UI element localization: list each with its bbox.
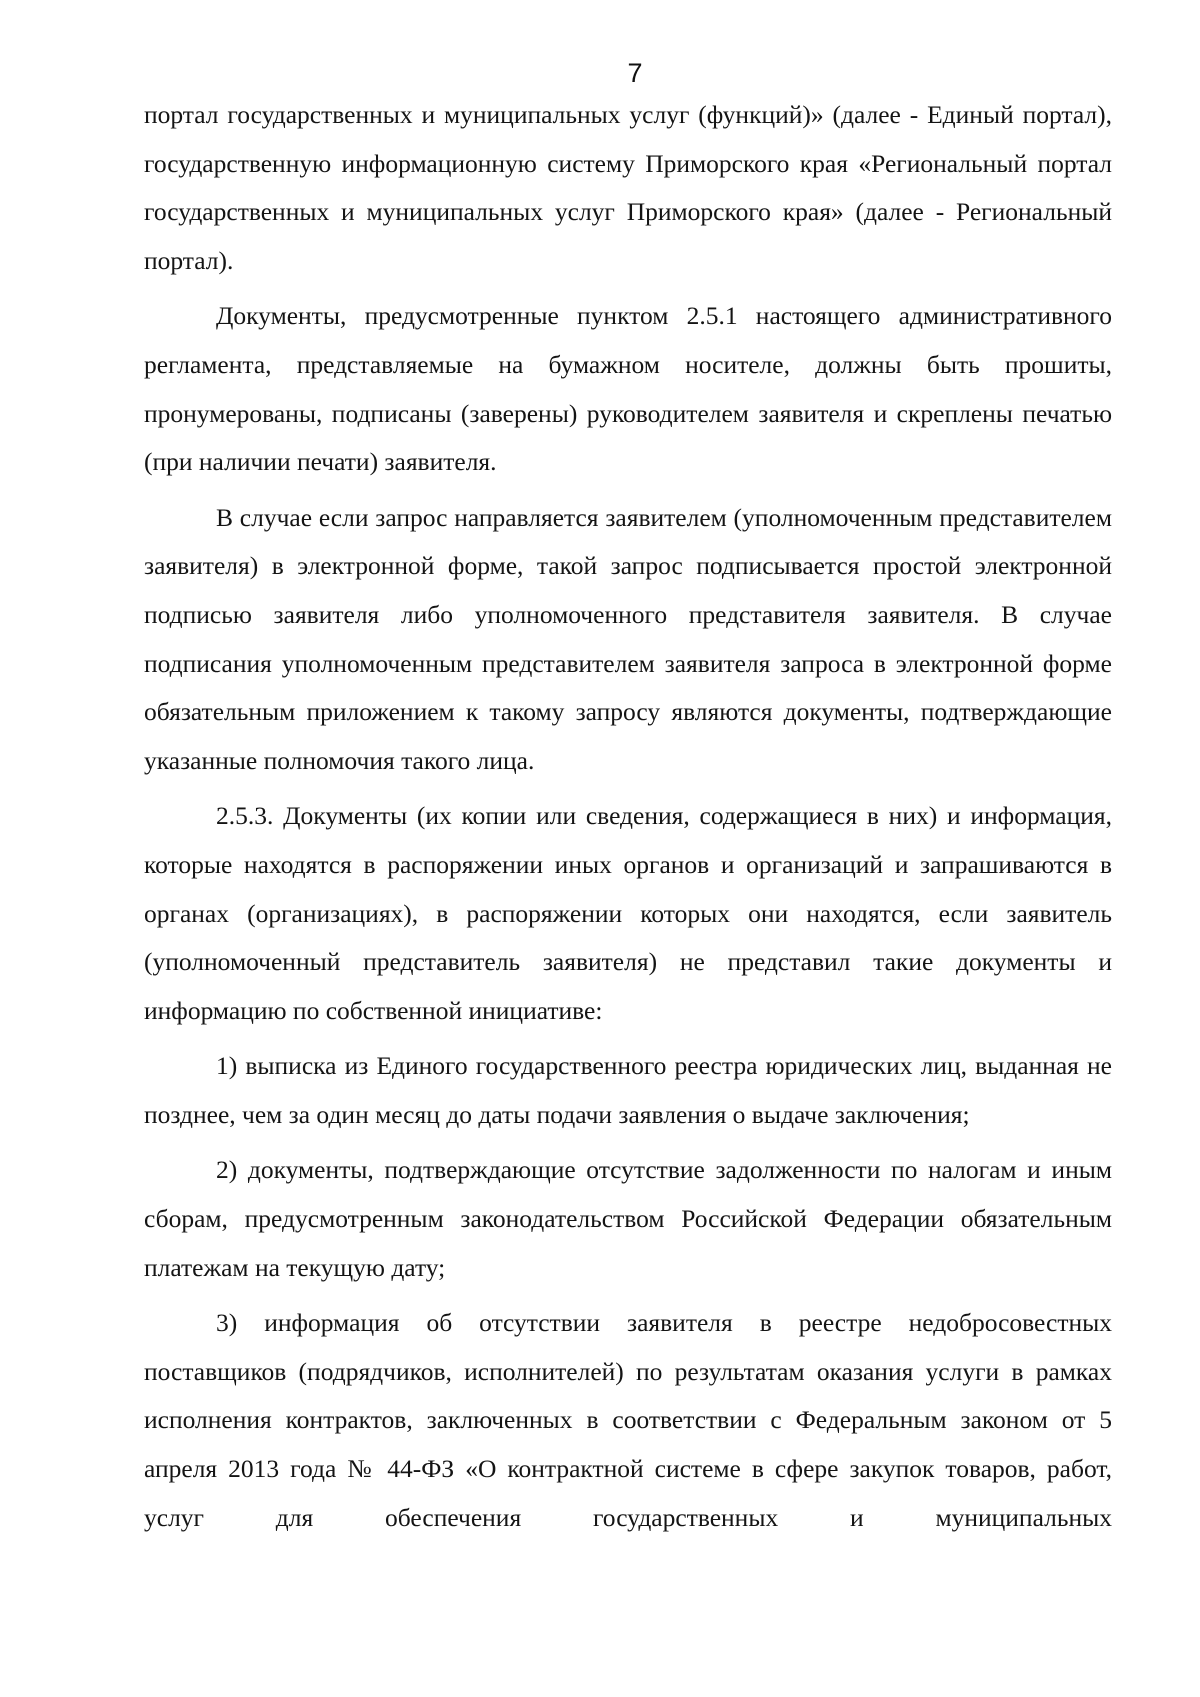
paragraph-paper-documents: Документы, предусмотренные пунктом 2.5.1 настоящего административного регламента, представляемые на бумажном носителе, должны быть прошиты, пронумерованы, подписаны (заверены) руководителем заявителя и скреплены печатью (при наличии печати) заявителя. — [144, 301, 1112, 477]
paragraph-electronic-request: В случае если запрос направляется заявителем (уполномоченным представителем заявителя) в электронной форме, такой запрос подписывается простой электронной подписью заявителя либо уполномоченного представителя заявителя. В случае подписания уполномоченным представителем заявителя запроса в электронной форме обязательным приложением к такому запросу являются документы, подтверждающие указанные полномочия такого лица. — [144, 502, 1112, 775]
paragraph-portal-continuation: портал государственных и муниципальных услуг (функций)» (далее - Единый портал), государственную информационную систему Приморского края «Региональный портал государственных и муниципальных услуг Приморского края» (далее - Региональный портал). — [144, 100, 1112, 275]
list-item-1: 1) выписка из Единого государственного реестра юридических лиц, выданная не позднее, чем за один месяц до даты подачи заявления о выдаче заключения; — [144, 1051, 1112, 1129]
page-number: 7 — [627, 58, 643, 88]
list-item-3: 3) информация об отсутствии заявителя в реестре недобросовестных поставщиков (подрядчиков, исполнителей) по результатам оказания услуги в рамках исполнения контрактов, заключенных в соответствии с Федеральным законом от 5 апреля 2013 года № 44-ФЗ «О контрактной системе в сфере закупок товаров, работ, услуг для обеспечения государственных и муниципальных — [144, 1308, 1112, 1532]
document-body — [144, 91, 1112, 1542]
paragraph-2-5-3: 2.5.3. Документы (их копии или сведения, содержащиеся в них) и информация, которые находятся в распоряжении иных органов и организаций и запрашиваются в органах (организациях), в распоряжении которых они находятся, если заявитель (уполномоченный представитель заявителя) не представил такие документы и информацию по собственной инициативе: — [144, 801, 1112, 1025]
list-item-2: 2) документы, подтверждающие отсутствие задолженности по налогам и иным сборам, предусмотренным законодательством Российской Федерации обязательным платежам на текущую дату; — [144, 1155, 1112, 1282]
